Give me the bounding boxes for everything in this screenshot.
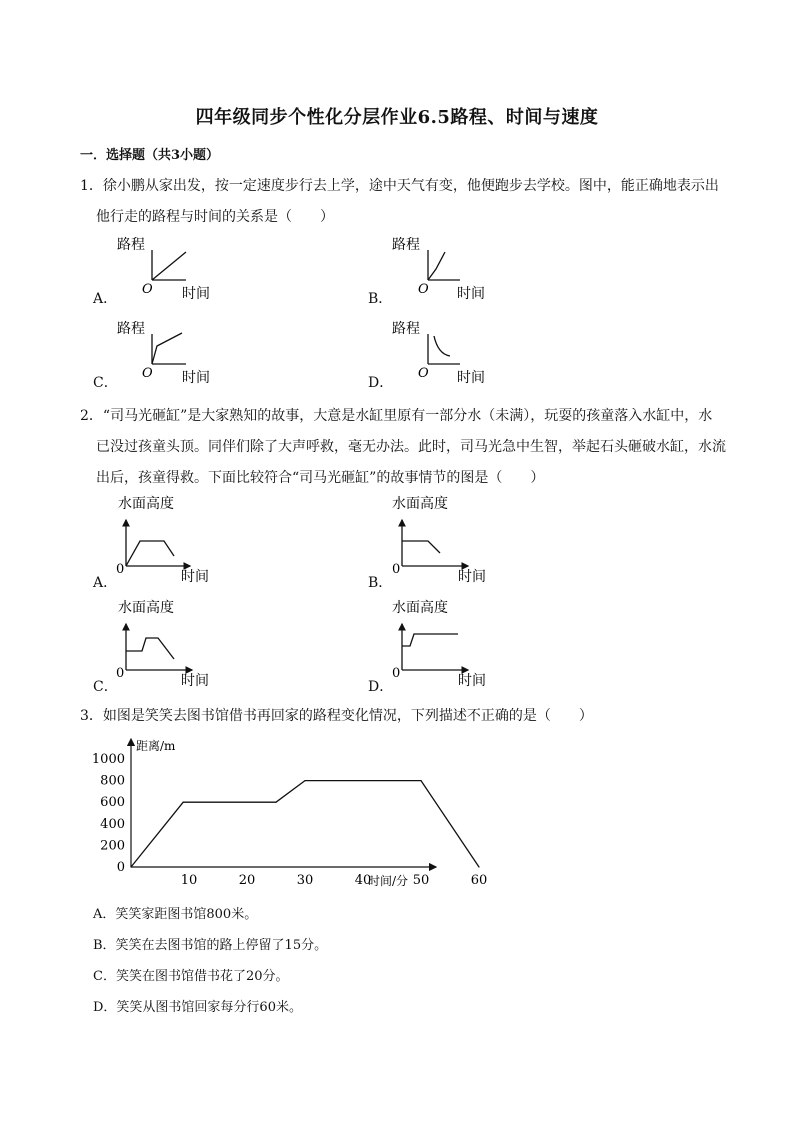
q2a-curve [126, 541, 174, 566]
q2c-origin: 0 [116, 666, 125, 681]
q1-graph-d[interactable] [388, 316, 528, 388]
chart-data-point [304, 780, 305, 781]
q1d-origin: O [418, 366, 429, 381]
q2-text-line3: 出后，孩童得救。下面比较符合“司马光砸缸”的故事情节的图是（ ） [96, 470, 545, 486]
chart-xtick-label: 40 [354, 873, 372, 888]
q2-option-c-label[interactable]: C． [93, 679, 118, 695]
q1b-origin: O [418, 282, 429, 297]
q2b-origin: 0 [392, 562, 401, 577]
chart-ytick-label: 600 [100, 795, 125, 811]
q1-option-c-label[interactable]: C． [93, 375, 118, 391]
chart-data-point [478, 866, 479, 867]
q2a-origin: 0 [116, 562, 125, 577]
q1a-origin: O [142, 282, 153, 297]
q1d-xlabel: 时间 [457, 370, 485, 386]
q2-option-d-label[interactable]: D． [368, 679, 394, 695]
q2-graph-b[interactable] [386, 492, 516, 586]
q2c-xlabel: 时间 [181, 673, 209, 689]
q2d-xlabel: 时间 [458, 673, 486, 689]
q1b-ylabel: 路程 [392, 237, 420, 253]
q1-text-line2: 他行走的路程与时间的关系是（ ） [96, 209, 334, 225]
q1c-xlabel: 时间 [182, 370, 210, 386]
q2b-xlabel: 时间 [458, 569, 486, 585]
q1c-curve [152, 333, 182, 364]
q3-option-a[interactable]: A．笑笑家距图书馆800米。 [93, 907, 258, 922]
q1c-ylabel: 路程 [117, 321, 145, 337]
chart-xlabel: 时间/分 [368, 874, 409, 888]
q2-graph-a[interactable] [110, 492, 240, 586]
q1d-curve [434, 336, 450, 356]
q2c-curve [126, 638, 174, 659]
chart-xtick-label: 20 [238, 873, 256, 888]
chart-ytick-label: 200 [100, 838, 125, 854]
q2b-ylabel: 水面高度 [392, 496, 448, 512]
chart-xtick-label: 30 [296, 873, 314, 888]
chart-xtick-label: 10 [180, 873, 198, 888]
chart-data-point [275, 802, 276, 803]
chart-data-point [183, 802, 184, 803]
q1-graph-b[interactable] [388, 232, 528, 304]
chart-ytick-label: 1000 [91, 752, 125, 767]
q1-graph-a[interactable] [110, 232, 250, 304]
q2-option-b-label[interactable]: B． [368, 575, 393, 591]
q1-text-line1: 1．徐小鹏从家出发，按一定速度步行去上学，途中天气有变，他便跑步去学校。图中，能正确地表示出 [80, 178, 719, 194]
q1d-ylabel: 路程 [392, 321, 420, 337]
q1a-xlabel: 时间 [182, 286, 210, 302]
section-heading: 一．选择题（共3小题） [80, 148, 220, 163]
q1c-origin: O [142, 366, 153, 381]
chart-ytick-label: 400 [100, 816, 125, 832]
page-title: 四年级同步个性化分层作业6.5路程、时间与速度 [195, 107, 599, 128]
q3-text-line1: 3．如图是笑笑去图书馆借书再回家的路程变化情况，下列描述不正确的是（ ） [80, 708, 593, 724]
q2b-curve [402, 541, 440, 553]
chart-data-point [420, 780, 421, 781]
q1-option-a-label[interactable]: A． [93, 291, 118, 307]
q2-text-line2: 已没过孩童头顶。同伴们除了大声呼救，毫无办法。此时，司马光急中生智，举起石头砸破水缸，水流 [96, 439, 726, 455]
chart-ylabel: 距离/m [136, 739, 176, 753]
q3-distance-time-chart [86, 733, 488, 893]
q1a-curve [152, 252, 186, 280]
q2a-ylabel: 水面高度 [118, 496, 174, 512]
q2-graph-d[interactable] [386, 596, 516, 690]
q3-option-b[interactable]: B．笑笑在去图书馆的路上停留了15分。 [93, 938, 328, 953]
chart-xtick-label: 50 [412, 873, 430, 888]
q2d-ylabel: 水面高度 [392, 600, 448, 616]
q3-option-c[interactable]: C．笑笑在图书馆借书花了20分。 [93, 969, 289, 984]
q2a-xlabel: 时间 [181, 569, 209, 585]
q2d-curve [402, 634, 458, 646]
q1b-xlabel: 时间 [457, 286, 485, 302]
chart-data-point [130, 866, 131, 867]
chart-ytick-label: 0 [116, 860, 125, 875]
q2d-origin: 0 [392, 666, 401, 681]
q2-text-line1: 2．“司马光砸缸”是大家熟知的故事，大意是水缸里原有一部分水（未满），玩耍的孩童落入水缸中，水 [80, 408, 713, 424]
chart-xtick-label: 60 [470, 873, 488, 888]
q2-graph-c[interactable] [110, 596, 240, 690]
q1-option-d-label[interactable]: D． [368, 375, 394, 391]
q3-option-d[interactable]: D．笑笑从图书馆回家每分行60米。 [93, 1000, 302, 1015]
q1b-curve [428, 252, 445, 280]
q1a-ylabel: 路程 [117, 237, 145, 253]
q2-option-a-label[interactable]: A． [93, 575, 118, 591]
q1-graph-c[interactable] [110, 316, 250, 388]
q2c-ylabel: 水面高度 [118, 600, 174, 616]
chart-series-line [131, 781, 479, 867]
q1-option-b-label[interactable]: B． [368, 291, 393, 307]
chart-ytick-label: 800 [100, 773, 125, 789]
